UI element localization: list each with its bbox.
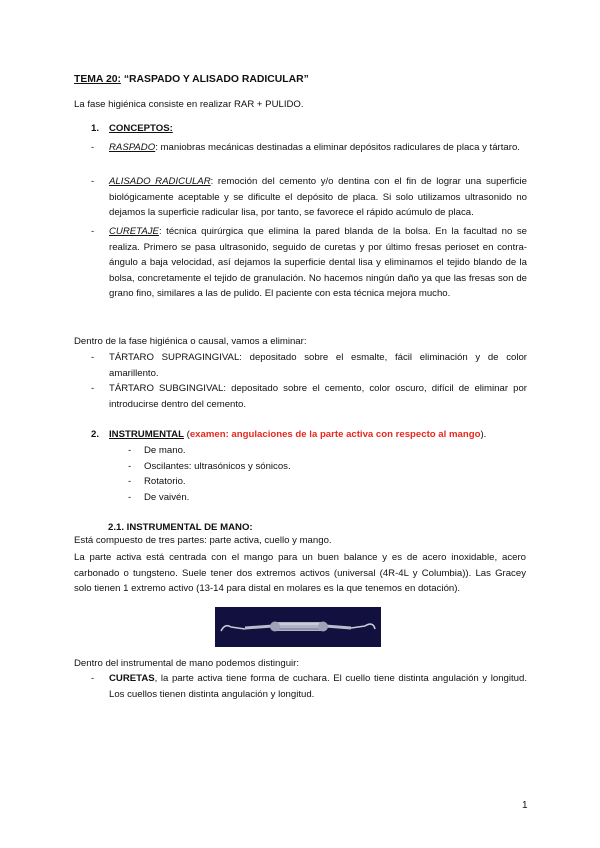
bullet-dash: - bbox=[91, 142, 95, 153]
tartar-subgingival-text: TÁRTARO SUBGINGIVAL: depositado sobre el cemento, color oscuro, difícil de eliminar por introducirse dentro del cemento. bbox=[109, 383, 527, 410]
concept-curetaje-text bbox=[109, 224, 527, 302]
distinguish-paragraph: Dentro del instrumental de mano podemos distinguir: bbox=[74, 658, 300, 669]
concept-raspado-term: RASPADO bbox=[109, 142, 156, 153]
hand-description-paragraph: La parte activa está centrada con el mango para un buen balance y es de acero inoxidable, acero carbonado o tungsteno. Suele tener dos extremos activos (universal (4R-4L y Columbia)). Las Gracey solo tienen 1 extremo activo (13-14 para distal en molares es la que tenemos en dotación). bbox=[74, 552, 526, 595]
curetas-desc: , la parte activa tiene forma de cuchara. El cuello tiene distinta angulación y longitud. Los cuellos tienen distinta angulación y longitud. bbox=[109, 673, 527, 700]
bullet-dash: - bbox=[91, 176, 95, 187]
phase-intro: Dentro de la fase higiénica o causal, vamos a eliminar: bbox=[74, 336, 307, 347]
section-2-number: 2. bbox=[91, 429, 100, 440]
tartar-subgingival bbox=[91, 381, 527, 413]
concept-alisado-text bbox=[109, 174, 527, 221]
document-title bbox=[74, 72, 309, 88]
section-2-1-heading: 2.1. INSTRUMENTAL DE MANO: bbox=[108, 522, 253, 533]
section-2-label: INSTRUMENTAL bbox=[109, 429, 184, 440]
concept-curetaje-desc: : técnica quirúrgica que elimina la pared blanda de la bolsa. En la facultad no se realiza. Primero se pasa ultrasonido, seguido de curetas y por último fresas perioset en contra-ángulo a baja velocidad, así dejamos la superficie dental lisa y eliminamos el tejido blando de la bolsa, concretamente el tejido de granulación. No hacemos ningún daño ya que las fresas son de grano fino, similares a las de pulido. El paciente con esta técnica mejora mucho. bbox=[109, 226, 527, 300]
concept-raspado-desc: : maniobras mecánicas destinadas a eliminar depósitos radiculares de placa y tártaro. bbox=[155, 142, 520, 153]
concept-alisado-desc: : remoción del cemento y/o dentina con el fin de lograr una superficie biológicamente aceptable y se dificulte el depósito de placa. Si solo utilizamos ultrasonido no dejamos la superficie radicular lisa, por tanto, se favorece el rápido acúmulo de placa. bbox=[109, 176, 527, 219]
intro-paragraph: La fase higiénica consiste en realizar RAR + PULIDO. bbox=[74, 99, 304, 110]
bullet-dash: - bbox=[91, 383, 95, 394]
instrument-item-text: De mano. bbox=[144, 445, 186, 456]
instrument-item-text: De vaivén. bbox=[144, 492, 190, 503]
bullet-dash: - bbox=[128, 476, 132, 487]
hand-parts-paragraph: Está compuesto de tres partes: parte activa, cuello y mango. bbox=[74, 535, 332, 546]
curetas-item bbox=[91, 671, 527, 703]
bullet-dash: - bbox=[128, 445, 132, 456]
curette-instrument-image bbox=[215, 607, 381, 647]
title-prefix: TEMA 20: bbox=[74, 74, 121, 85]
page-number: 1 bbox=[522, 800, 528, 811]
curette-drawing bbox=[215, 607, 381, 647]
concept-raspado-text bbox=[109, 140, 527, 156]
curetas-text bbox=[109, 671, 527, 702]
concept-curetaje-term: CURETAJE bbox=[109, 226, 159, 237]
bullet-dash: - bbox=[91, 352, 95, 363]
bullet-dash: - bbox=[128, 492, 132, 503]
concept-alisado-term: ALISADO RADICULAR bbox=[109, 176, 211, 187]
section-2-exam-note: examen: angulaciones de la parte activa con respecto al mango bbox=[189, 429, 481, 440]
section-1-heading bbox=[91, 121, 173, 137]
concept-curetaje bbox=[91, 224, 527, 320]
instrument-item-text: Rotatorio. bbox=[144, 476, 186, 487]
title-text: “RASPADO Y ALISADO RADICULAR” bbox=[120, 74, 309, 85]
tartar-supragingival bbox=[91, 350, 527, 382]
section-1-number: 1. bbox=[91, 123, 100, 134]
section-2-note-close: ). bbox=[480, 429, 487, 440]
section-2-heading bbox=[91, 427, 486, 443]
tartar-supragingival-text: TÁRTARO SUPRAGINGIVAL: depositado sobre el esmalte, fácil eliminación y de color amarillento. bbox=[109, 352, 527, 379]
concept-raspado bbox=[91, 140, 527, 172]
instrument-item-text: Oscilantes: ultrasónicos y sónicos. bbox=[144, 461, 291, 472]
bullet-dash: - bbox=[128, 461, 132, 472]
section-1-label: CONCEPTOS: bbox=[109, 123, 173, 134]
curetas-term: CURETAS bbox=[109, 673, 155, 684]
bullet-dash: - bbox=[91, 673, 95, 684]
concept-alisado bbox=[91, 174, 527, 222]
section-2-note-open: ( bbox=[183, 429, 190, 440]
bullet-dash: - bbox=[91, 226, 95, 237]
